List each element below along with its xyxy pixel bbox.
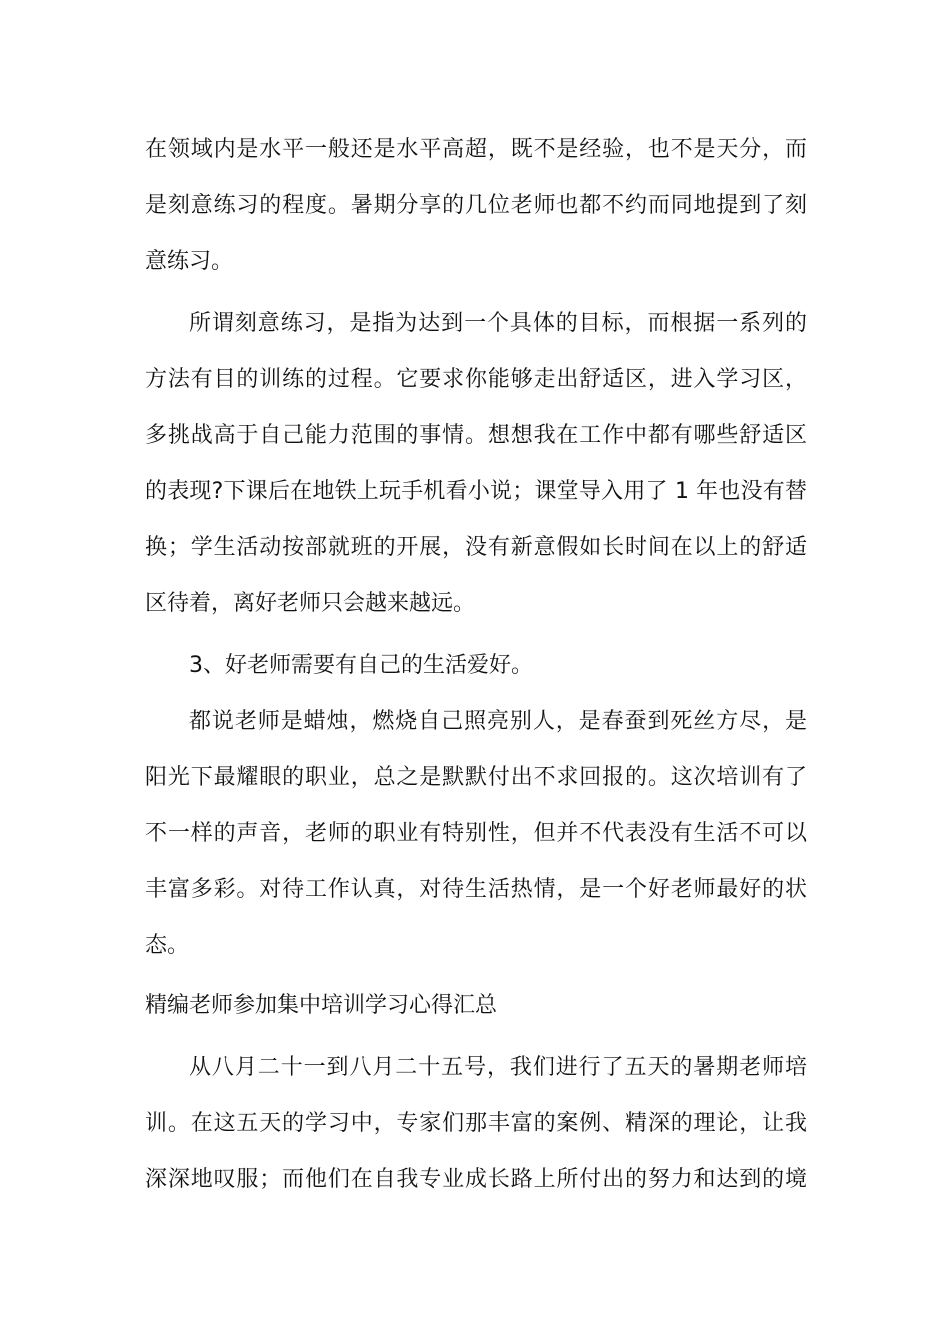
text-line: 从八月二十一到八月二十五号，我们进行了五天的暑期老师培 (189, 1055, 807, 1080)
text-line: 阳光下最耀眼的职业，总之是默默付出不求回报的。这次培训有了 (145, 765, 807, 790)
text-line: 深深地叹服；而他们在自我专业成长路上所付出的努力和达到的境 (145, 1167, 807, 1192)
text-line: 多挑战高于自己能力范围的事情。想想我在工作中都有哪些舒适区 (145, 423, 807, 448)
text-line: 换；学生活动按部就班的开展，没有新意假如长时间在以上的舒适 (145, 535, 807, 560)
text-line: 区待着，离好老师只会越来越远。 (145, 591, 476, 616)
text-line: 所谓刻意练习，是指为达到一个具体的目标，而根据一系列的 (189, 311, 807, 336)
text-line: 是刻意练习的程度。暑期分享的几位老师也都不约而同地提到了刻 (145, 193, 807, 218)
text-line: 方法有目的训练的过程。它要求你能够走出舒适区，进入学习区， (145, 367, 807, 392)
section-title: 精编老师参加集中培训学习心得汇总 (145, 993, 498, 1018)
text-line: 都说老师是蜡烛，燃烧自己照亮别人，是春蚕到死丝方尽，是 (189, 709, 807, 734)
list-heading: 3、好老师需要有自己的生活爱好。 (189, 653, 533, 678)
text-line: 意练习。 (145, 249, 234, 274)
text-line: 丰富多彩。对待工作认真，对待生活热情，是一个好老师最好的状 (145, 877, 807, 902)
text-line: 态。 (145, 933, 190, 958)
text-line: 训。在这五天的学习中，专家们那丰富的案例、精深的理论，让我 (145, 1111, 807, 1136)
text-line: 不一样的声音，老师的职业有特别性，但并不代表没有生活不可以 (145, 821, 807, 846)
text-line: 的表现?下课后在地铁上玩手机看小说；课堂导入用了 1 年也没有替 (145, 479, 807, 504)
text-line: 在领域内是水平一般还是水平高超，既不是经验，也不是天分，而 (145, 137, 807, 162)
